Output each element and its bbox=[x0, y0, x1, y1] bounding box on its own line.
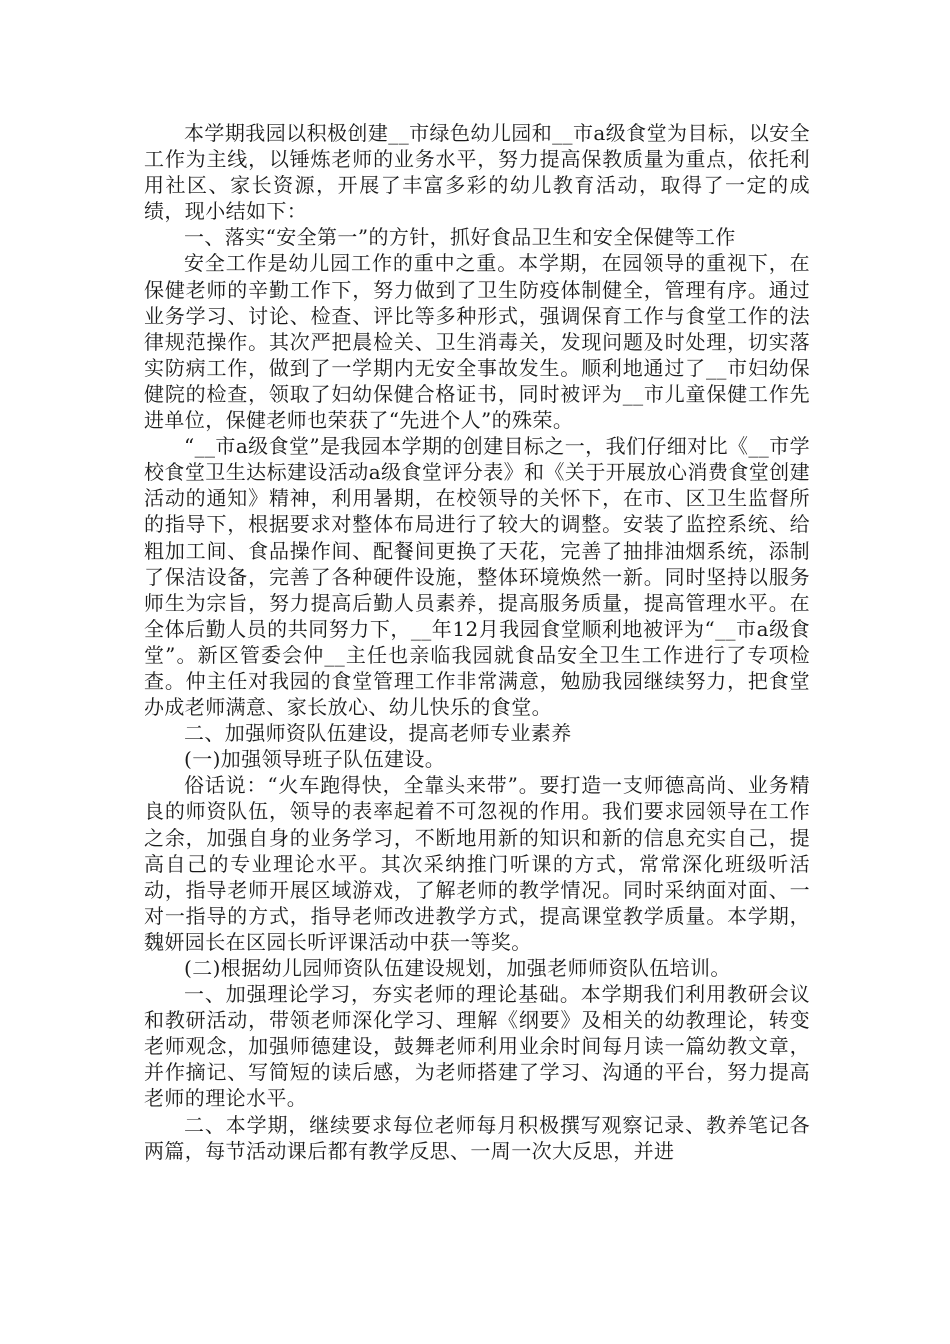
leadership-paragraph: 俗话说：“火车跑得快，全靠头来带”。要打造一支师德高尚、业务精良的师资队伍，领导的表率起着不可忽视的作用。我们要求园领导在工作之余，加强自身的业务学习，不断地用新的知识和新的信息充实自己，提高自己的专业理论水平。其次采纳推门听课的方式，常常深化班级听活动，指导老师开展区域游戏，了解老师的教学情况。同时采纳面对面、一对一指导的方式，指导老师改进教学方式，提高课堂教学质量。本学期，魏妍园长在区园长听评课活动中获一等奖。 bbox=[144, 773, 810, 954]
section-heading-safety: 一、落实“安全第一”的方针，抓好食品卫生和安全保健等工作 bbox=[184, 225, 736, 250]
intro-paragraph: 本学期我园以积极创建__市绿色幼儿园和__市a级食堂为目标，以安全工作为主线，以锤炼老师的业务水平，努力提高保教质量为重点，依托利用社区、家长资源，开展了丰富多彩的幼儿教育活动，取得了一定的成绩，现小结如下： bbox=[144, 121, 810, 224]
canteen-paragraph: “__市a级食堂”是我园本学期的创建目标之一，我们仔细对比《__市学校食堂卫生达标建设活动a级食堂评分表》和《关于开展放心消费食堂创建活动的通知》精神，利用暑期，在校领导的关怀下，在市、区卫生监督所的指导下，根据要求对整体布局进行了较大的调整。安装了监控系统、给粗加工间、食品操作间、配餐间更换了天花，完善了抽排油烟系统，添制了保洁设备，完善了各种硬件设施，整体环境焕然一新。同时坚持以服务师生为宗旨，努力提高后勤人员素养，提高服务质量，提高管理水平。在全体后勤人员的共同努力下，__年12月我园食堂顺利地被评为“__市a级食堂”。新区管委会仲__主任也亲临我园就食品安全卫生工作进行了专项检查。仲主任对我园的食堂管理工作非常满意，勉励我园继续努力，把食堂办成老师满意、家长放心、幼儿快乐的食堂。 bbox=[144, 434, 810, 720]
safety-paragraph: 安全工作是幼儿园工作的重中之重。本学期，在园领导的重视下，在保健老师的辛勤工作下，努力做到了卫生防疫体制健全，管理有序。通过业务学习、讨论、检查、评比等多种形式，强调保育工作与食堂工作的法律规范操作。其次严把晨检关、卫生消毒关，发现问题及时处理，切实落实防病工作，做到了一学期内无安全事故发生。顺利地通过了__市妇幼保健院的检查，领取了妇幼保健合格证书，同时被评为__市儿童保健工作先进单位，保健老师也荣获了“先进个人”的殊荣。 bbox=[144, 251, 810, 433]
section-heading-teachers: 二、加强师资队伍建设，提高老师专业素养 bbox=[184, 721, 572, 746]
document-body bbox=[144, 120, 810, 1164]
subheading-training: (二)根据幼儿园师资队伍建设规划，加强老师师资队伍培训。 bbox=[184, 956, 731, 980]
theory-study-paragraph: 一、加强理论学习，夯实老师的理论基础。本学期我们利用教研会议和教研活动，带领老师深化学习、理解《纲要》及相关的幼教理论，转变老师观念，加强师德建设，鼓舞老师利用业余时间每月读一篇幼教文章，并作摘记、写简短的读后感，为老师搭建了学习、沟通的平台，努力提高老师的理论水平。 bbox=[144, 982, 810, 1111]
observation-records-paragraph: 二、本学期，继续要求每位老师每月积极撰写观察记录、教养笔记各两篇，每节活动课后都有教学反思、一周一次大反思，并进 bbox=[144, 1112, 810, 1163]
subheading-leadership: (一)加强领导班子队伍建设。 bbox=[184, 747, 446, 772]
